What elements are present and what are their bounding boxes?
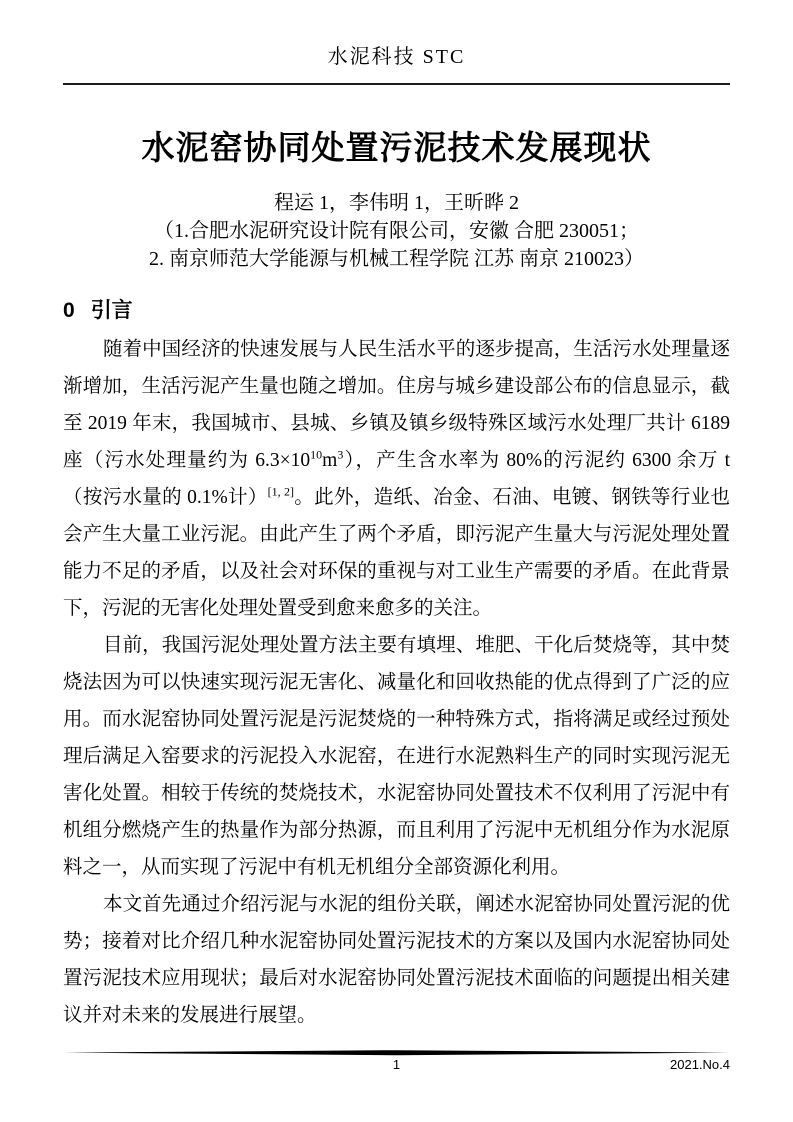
section-number: 0 bbox=[63, 299, 75, 322]
paragraph-2: 目前，我国污泥处理处置方法主要有填埋、堆肥、干化后焚烧等，其中焚烧法因为可以快速实现污泥无害化、减量化和回收热能的优点得到了广泛的应用。而水泥窑协同处置污泥是污泥焚烧的一种特殊方式，指将满足或经过预处理后满足入窑要求的污泥投入水泥窑，在进行水泥熟料生产的同时实现污泥无害化处置。相较于传统的焚烧技术，水泥窑协同处置技术不仅利用了污泥中有机组分燃烧产生的热量作为部分热源，而且利用了污泥中无机组分作为水泥原料之一，从而实现了污泥中有机无机组分全部资源化利用。 bbox=[63, 635, 730, 878]
paragraph-3: 本文首先通过介绍污泥与水泥的组份关联，阐述水泥窑协同处置污泥的优势；接着对比介绍几种水泥窑协同处置污泥技术的方案以及国内水泥窑协同处置污泥技术应用现状；最后对水泥窑协同处置污泥技术面临的问题提出相关建议并对未来的发展进行展望。 bbox=[63, 894, 730, 1026]
page-content bbox=[63, 0, 730, 1034]
section-heading bbox=[63, 295, 730, 327]
issue-label: 2021.No.4 bbox=[670, 1057, 730, 1072]
article-body bbox=[63, 331, 730, 1034]
section-title: 引言 bbox=[90, 299, 133, 322]
page-number: 1 bbox=[392, 1057, 401, 1072]
page-footer bbox=[63, 1050, 730, 1074]
paragraph-1-text-end: 。此外，造纸、冶金、石油、电镀、钢铁等行业也会产生大量工业污泥。由此产生了两个矛盾，即污泥产生量大与污泥处理处置能力不足的矛盾，以及社会对环保的重视与对工业生产需要的矛盾。在此背景下，污泥的无害化处理处置受到愈来愈多的关注。 bbox=[63, 487, 730, 619]
citation-reference: [1, 2] bbox=[267, 484, 294, 499]
exponent-10: 10 bbox=[310, 447, 323, 462]
affiliation-line-1: （1.合肥水泥研究设计院有限公司，安徽 合肥 230051； bbox=[154, 220, 639, 242]
authors-line: 程运 1，李伟明 1，王昕晔 2 bbox=[274, 192, 519, 214]
paragraph-1-text: 随着中国经济的快速发展与人民生活水平的逐步提高，生活污水处理量逐渐增加，生活污泥产生量也随之增加。住房与城乡建设部公布的信息显示，截至 2019 年末，我国城市、县城、乡镇及镇乡级特殊区域污水处理厂共计 6189 座（污水处理量约为 6.3×10 bbox=[63, 339, 730, 471]
affiliation-line-2: 2. 南京师范大学能源与机械工程学院 江苏 南京 210023） bbox=[149, 248, 644, 270]
unit-m: m bbox=[322, 450, 338, 471]
paragraph-1 bbox=[63, 331, 730, 627]
footer-row bbox=[63, 1056, 730, 1074]
header-rule bbox=[63, 83, 730, 85]
exponent-3: 3 bbox=[337, 447, 344, 462]
article-title: 水泥窑协同处置污泥技术发展现状 bbox=[141, 129, 652, 166]
paragraph-1-text-cont: ），产生含水率为 80%的污泥约 6300 余万 t（按污水量的 0.1%计） bbox=[63, 450, 730, 508]
journal-header: 水泥科技 STC bbox=[327, 46, 466, 68]
